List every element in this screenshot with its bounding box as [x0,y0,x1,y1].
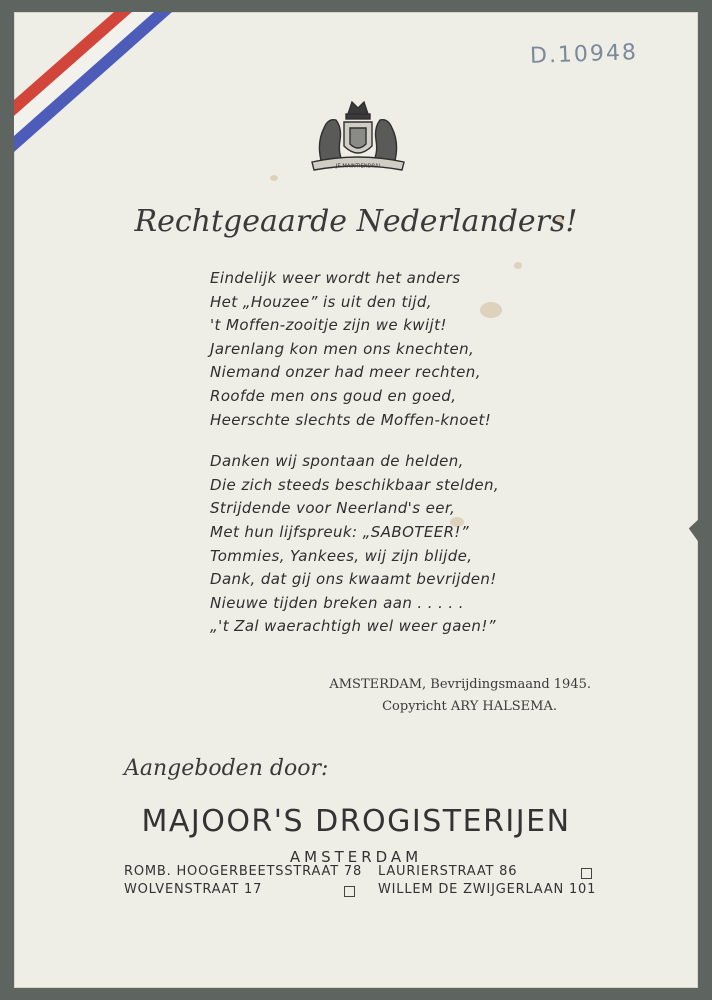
poem [210,267,630,657]
poem-line: Met hun lijfspreuk: „SABOTEER!” [210,522,470,541]
signature-block [329,674,591,718]
square-bullet-icon [581,868,592,879]
poem-line: Dank, dat gij ons kwaamt bevrijden! [210,570,497,589]
poem-line: Tommies, Yankees, wij zijn blijde, [210,546,473,565]
poem-line: Niemand onzer had meer rechten, [210,363,481,382]
poem-line: Nieuwe tijden breken aan . . . . . [210,593,464,612]
poem-stanza-1 [210,267,630,432]
royal-coat-of-arms-icon [306,94,410,180]
crest-motto: JE MAINTIENDRAI [335,163,381,170]
paper-tear [686,518,700,544]
flag-stripes [14,12,214,182]
company-name: MAJOOR'S DROGISTERIJEN [141,804,571,839]
flyer-page [14,12,698,988]
poem-line: Heerschte slechts de Moffen-knoet! [210,410,492,429]
offered-by-label: Aangeboden door: [124,756,329,781]
address-1: ROMB. HOOGERBEETSSTRAAT 78 [124,864,363,879]
address-4: WILLEM DE ZWIJGERLAAN 101 [378,882,597,897]
stain [270,175,278,181]
company-city: AMSTERDAM [289,848,423,866]
archive-number: D.10948 [529,40,639,69]
poem-line: Jarenlang kon men ons knechten, [210,339,475,358]
poem-line: Strijdende voor Neerland's eer, [210,499,456,518]
poem-line: Die zich steeds beschikbaar stelden, [210,475,500,494]
dutch-flag-ribbon [14,12,214,182]
poem-line: 't Moffen-zooitje zijn we kwijt! [210,316,447,335]
poem-line: Het „Houzee” is uit den tijd, [210,292,432,311]
address-2: LAURIERSTRAAT 86 [378,864,518,879]
address-3: WOLVENSTRAAT 17 [124,882,263,897]
page-title: Rechtgeaarde Nederlanders! [134,204,578,239]
poem-line: Danken wij spontaan de helden, [210,452,464,471]
poem-line: Roofde men ons goud en goed, [210,386,457,405]
poem-stanza-2 [210,450,630,639]
poem-line: Eindelijk weer wordt het anders [210,269,461,287]
poem-line: „'t Zal waerachtigh wel weer gaen!” [210,617,496,636]
signature-place-date: AMSTERDAM, Bevrijdingsmaand 1945. [329,677,591,692]
signature-copyright: Copyricht ARY HALSEMA. [382,699,557,714]
square-bullet-icon [344,886,355,897]
